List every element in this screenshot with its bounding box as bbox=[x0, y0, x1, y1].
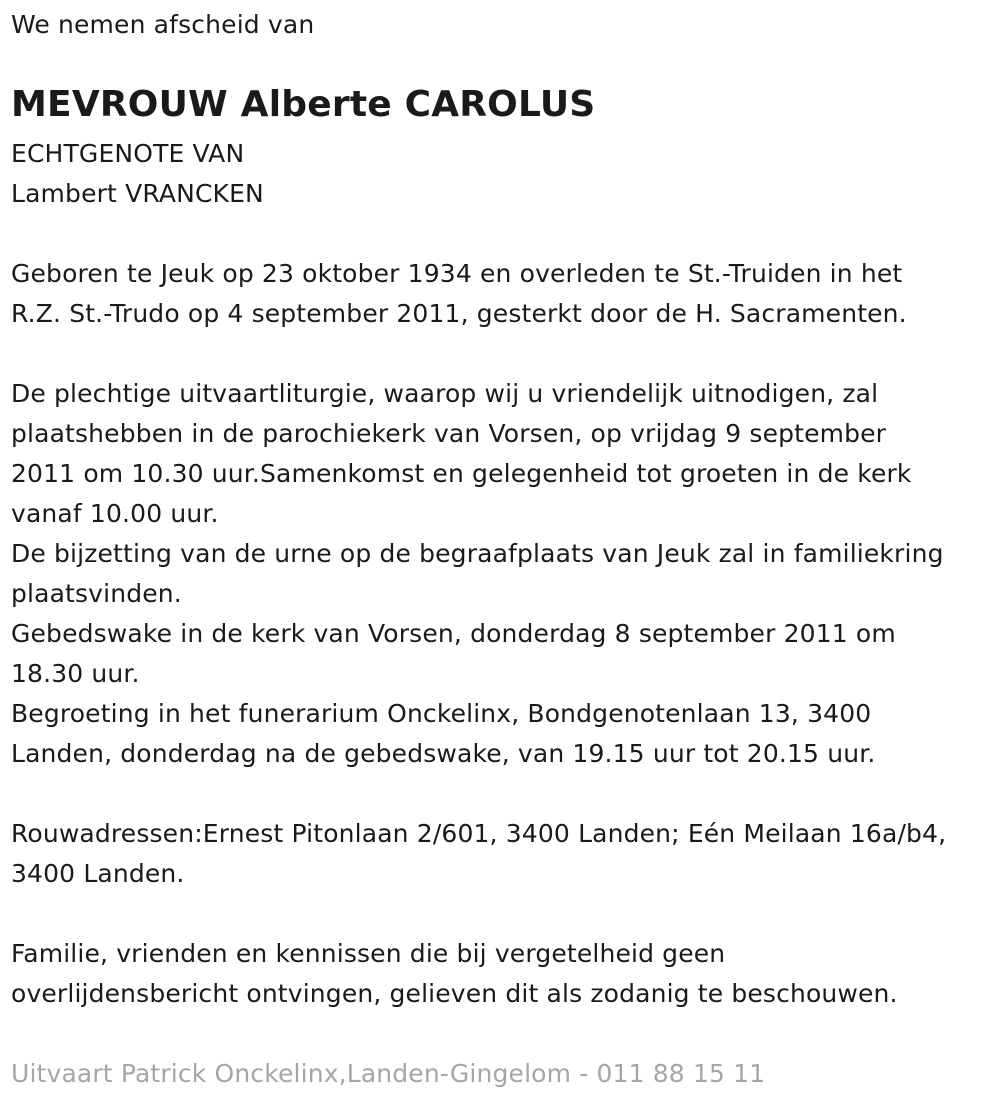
paragraph-line: Gebedswake in de kerk van Vorsen, donderdag 8 september 2011 om bbox=[11, 619, 896, 648]
paragraph-line: 18.30 uur. bbox=[11, 659, 140, 688]
paragraph-line: Geboren te Jeuk op 23 oktober 1934 en overleden te St.-Truiden in het bbox=[11, 259, 903, 288]
paragraph-line: Begroeting in het funerarium Onckelinx, Bondgenotenlaan 13, 3400 bbox=[11, 699, 872, 728]
deceased-name: MEVROUW Alberte CAROLUS bbox=[11, 84, 596, 125]
paragraph-line: Landen, donderdag na de gebedswake, van 19.15 uur tot 20.15 uur. bbox=[11, 739, 876, 768]
paragraph-line: plaatshebben in de parochiekerk van Vorsen, op vrijdag 9 september bbox=[11, 419, 887, 448]
paragraph-line: Familie, vrienden en kennissen die bij vergetelheid geen bbox=[11, 939, 726, 968]
paragraph-line: R.Z. St.-Trudo op 4 september 2011, gesterkt door de H. Sacramenten. bbox=[11, 299, 907, 328]
paragraph-line: overlijdensbericht ontvingen, gelieven dit als zodanig te beschouwen. bbox=[11, 979, 898, 1008]
paragraph-line: plaatsvinden. bbox=[11, 579, 182, 608]
spouse-line: Lambert VRANCKEN bbox=[11, 179, 264, 208]
intro-text: We nemen afscheid van bbox=[11, 10, 315, 39]
paragraph-line: 2011 om 10.30 uur.Samenkomst en gelegenheid tot groeten in de kerk bbox=[11, 459, 912, 488]
closing-paragraph bbox=[11, 934, 898, 1014]
paragraph-line: 3400 Landen. bbox=[11, 859, 185, 888]
paragraph-line: vanaf 10.00 uur. bbox=[11, 499, 219, 528]
ceremony-paragraph bbox=[11, 374, 944, 774]
paragraph-line: De bijzetting van de urne op de begraafplaats van Jeuk zal in familiekring bbox=[11, 539, 944, 568]
funeral-home-footer: Uitvaart Patrick Onckelinx,Landen-Gingelom - 011 88 15 11 bbox=[11, 1059, 766, 1088]
spouse-line: ECHTGENOTE VAN bbox=[11, 139, 245, 168]
paragraph-line: Rouwadressen:Ernest Pitonlaan 2/601, 3400 Landen; Eén Meilaan 16a/b4, bbox=[11, 819, 947, 848]
mourning-address-paragraph bbox=[11, 814, 946, 894]
paragraph-line: De plechtige uitvaartliturgie, waarop wij u vriendelijk uitnodigen, zal bbox=[11, 379, 879, 408]
spouse-section bbox=[11, 134, 264, 214]
birth-death-paragraph bbox=[11, 254, 907, 334]
